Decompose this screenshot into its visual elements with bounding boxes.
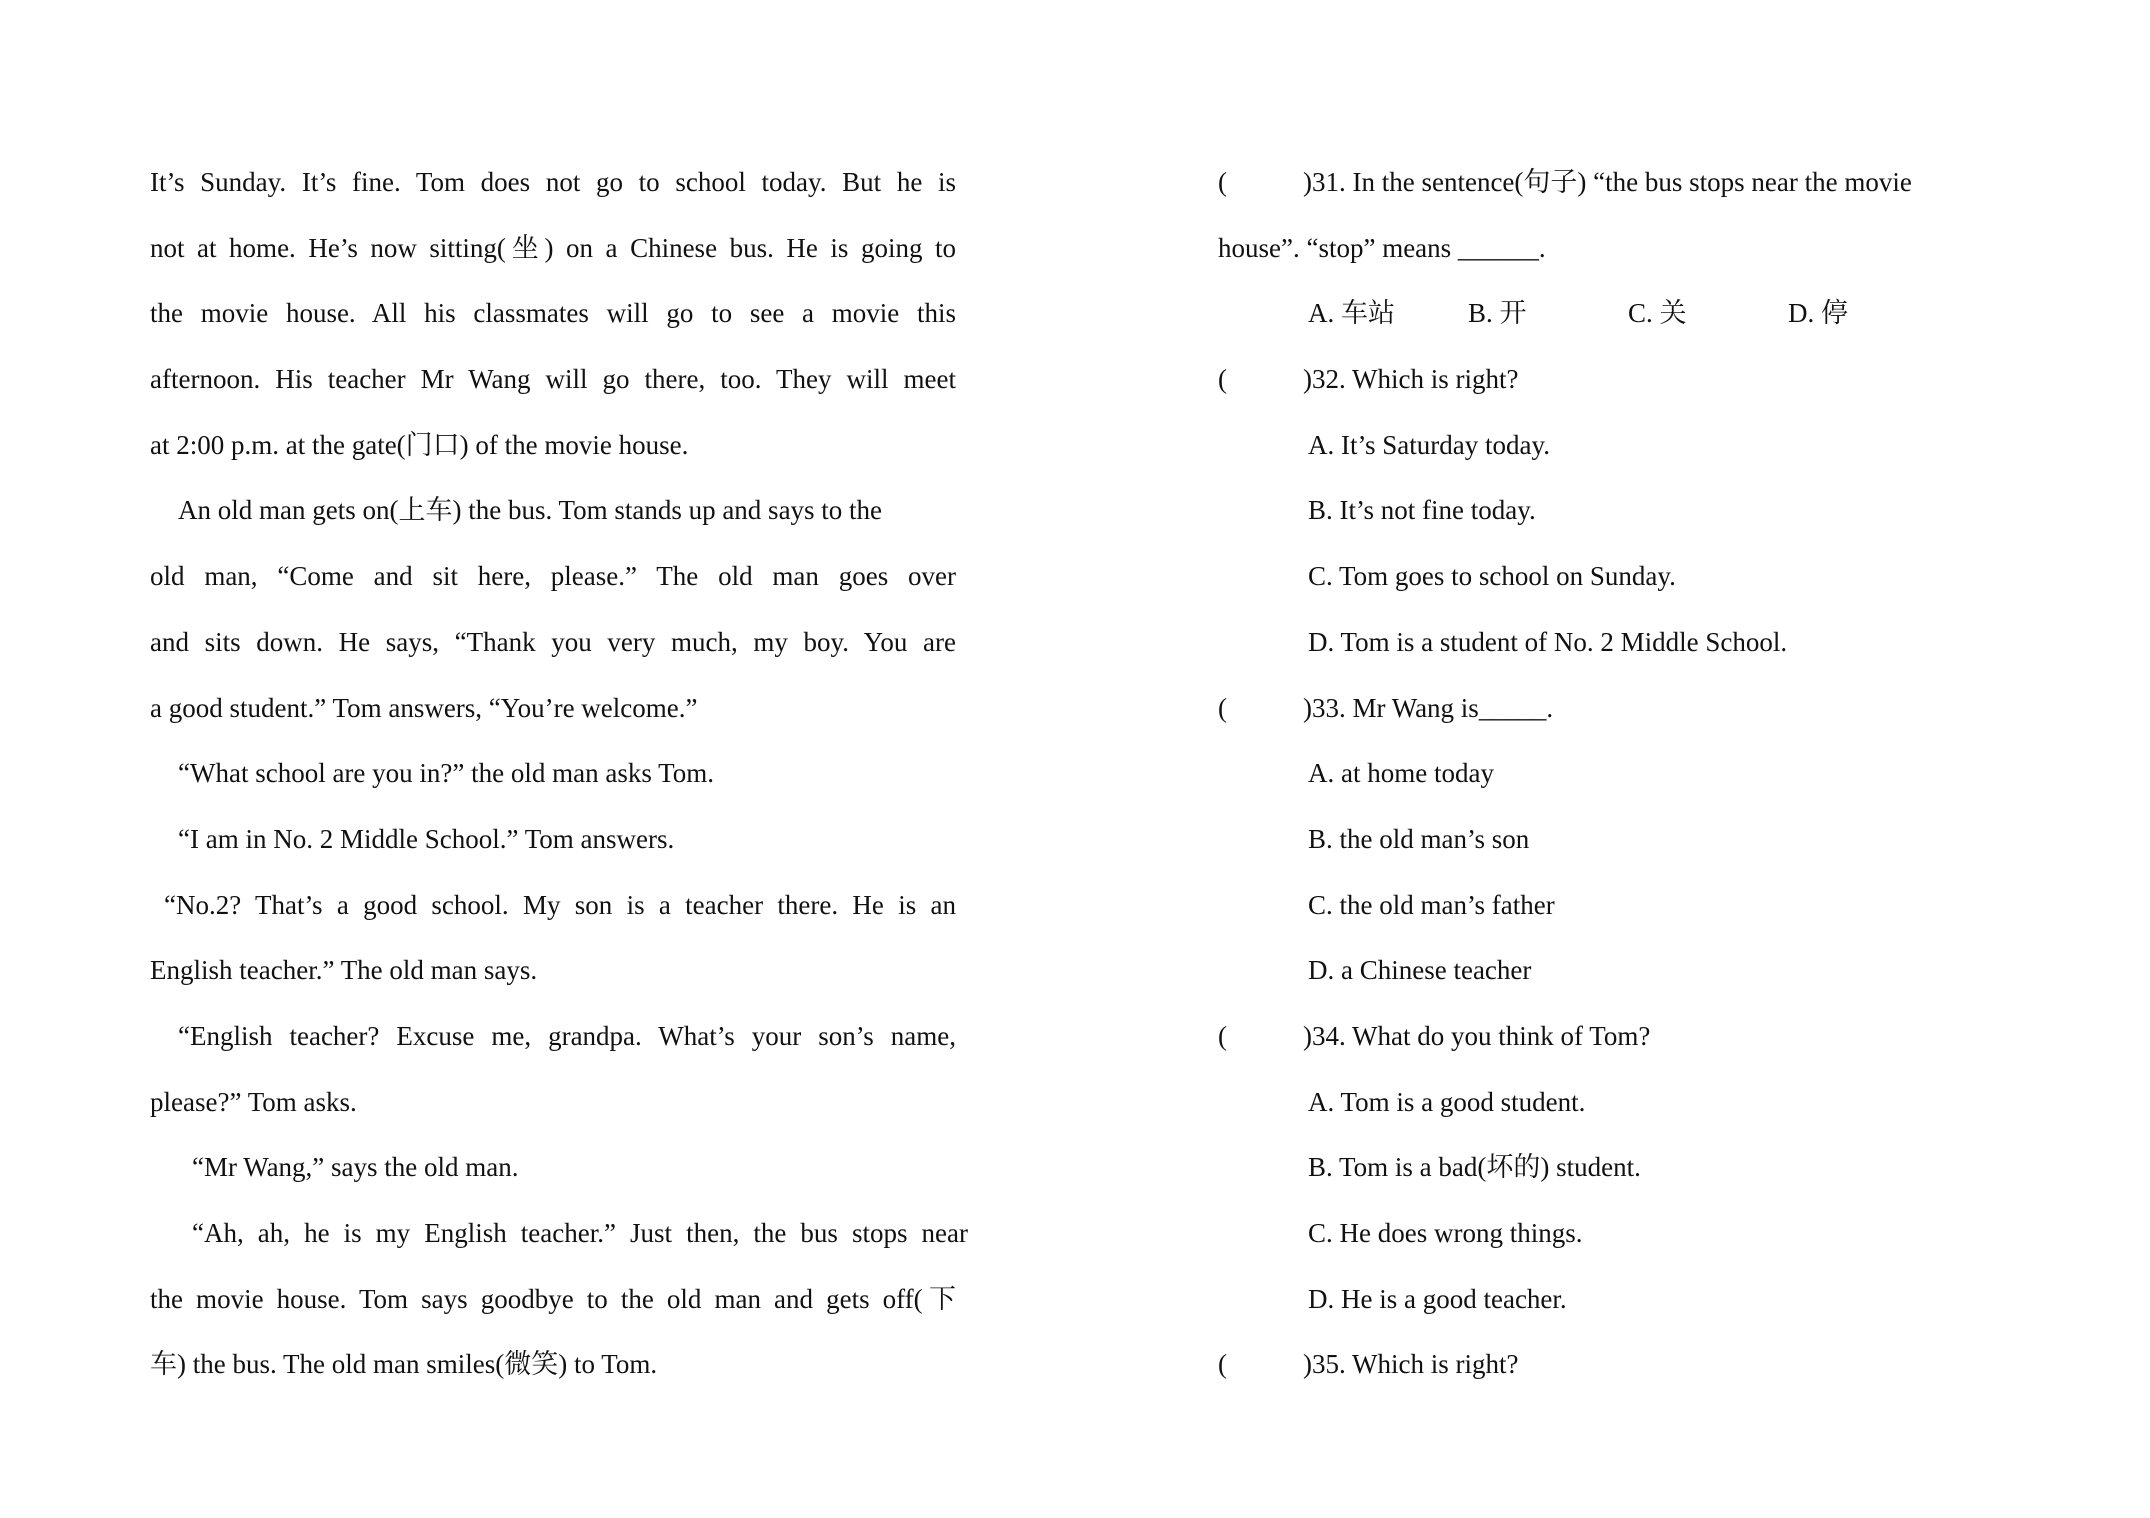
option: A. at home today xyxy=(1308,758,1494,789)
passage-line: the movie house. Tom says goodbye to the old man and gets off(下 xyxy=(150,1283,956,1314)
option: D. Tom is a student of No. 2 Middle School. xyxy=(1308,626,1788,657)
answer-blank[interactable]: ( xyxy=(1218,1020,1227,1051)
answer-blank[interactable]: ( xyxy=(1218,167,1227,197)
passage-line: old man, “Come and sit here, please.” The old man goes over xyxy=(150,561,956,592)
passage-line: “Mr Wang,” says the old man. xyxy=(192,1152,519,1183)
question-35: ( )35. Which is right? xyxy=(1218,1332,2068,1398)
option: B. 开 xyxy=(1468,298,1527,329)
option: B. Tom is a bad(坏的) student. xyxy=(1308,1152,1641,1183)
answer-blank[interactable]: ( xyxy=(1218,364,1227,395)
question-31-options xyxy=(1218,281,2068,347)
option: A. Tom is a good student. xyxy=(1308,1086,1586,1117)
question-31: ( )31. In the sentence(句子) “the bus stops near the movie xyxy=(1218,150,2068,216)
passage-line: “No.2? That’s a good school. My son is a teacher there. He is an xyxy=(164,889,956,920)
passage-line: 车) the bus. The old man smiles(微笑) to Tom. xyxy=(150,1349,658,1380)
passage-line: “I am in No. 2 Middle School.” Tom answers. xyxy=(178,823,675,854)
passage-line: It’s Sunday. It’s fine. Tom does not go to school today. But he is xyxy=(150,167,956,197)
passage-line: afternoon. His teacher Mr Wang will go there, too. They will meet xyxy=(150,364,956,395)
reading-passage xyxy=(150,150,968,1398)
option: D. 停 xyxy=(1788,298,1848,329)
passage-line: please?” Tom asks. xyxy=(150,1086,357,1117)
question-31-cont: house”. “stop” means ______. xyxy=(1218,232,1546,263)
option: C. He does wrong things. xyxy=(1308,1218,1583,1248)
option: A. It’s Saturday today. xyxy=(1308,429,1550,460)
option: C. the old man’s father xyxy=(1308,889,1555,920)
option: B. the old man’s son xyxy=(1308,823,1530,854)
option: C. 关 xyxy=(1628,298,1687,329)
passage-line: and sits down. He says, “Thank you very much, my boy. You are xyxy=(150,626,956,657)
passage-line: “What school are you in?” the old man asks Tom. xyxy=(178,758,714,789)
answer-blank[interactable]: ( xyxy=(1218,692,1227,723)
answer-blank[interactable]: ( xyxy=(1218,1349,1227,1380)
passage-line: An old man gets on(上车) the bus. Tom stands up and says to the xyxy=(178,495,883,526)
option: B. It’s not fine today. xyxy=(1308,495,1536,526)
passage-line: a good student.” Tom answers, “You’re welcome.” xyxy=(150,692,698,723)
passage-line: “Ah, ah, he is my English teacher.” Just then, the bus stops near xyxy=(192,1218,968,1248)
option: A. 车站 xyxy=(1308,298,1395,329)
passage-line: the movie house. All his classmates will go to see a movie this xyxy=(150,298,956,329)
question-33: ( )33. Mr Wang is_____. xyxy=(1218,676,2068,742)
option: C. Tom goes to school on Sunday. xyxy=(1308,561,1676,592)
question-32: ( )32. Which is right? xyxy=(1218,347,2068,413)
passage-line: at 2:00 p.m. at the gate(门口) of the movie house. xyxy=(150,429,689,460)
option: D. He is a good teacher. xyxy=(1308,1283,1567,1314)
passage-line: “English teacher? Excuse me, grandpa. What’s your son’s name, xyxy=(178,1020,956,1051)
option: D. a Chinese teacher xyxy=(1308,955,1532,986)
passage-line: English teacher.” The old man says. xyxy=(150,955,538,986)
question-34: ( )34. What do you think of Tom? xyxy=(1218,1004,2068,1070)
questions xyxy=(1218,150,2068,1398)
passage-line: not at home. He’s now sitting(坐) on a Chinese bus. He is going to xyxy=(150,232,956,263)
